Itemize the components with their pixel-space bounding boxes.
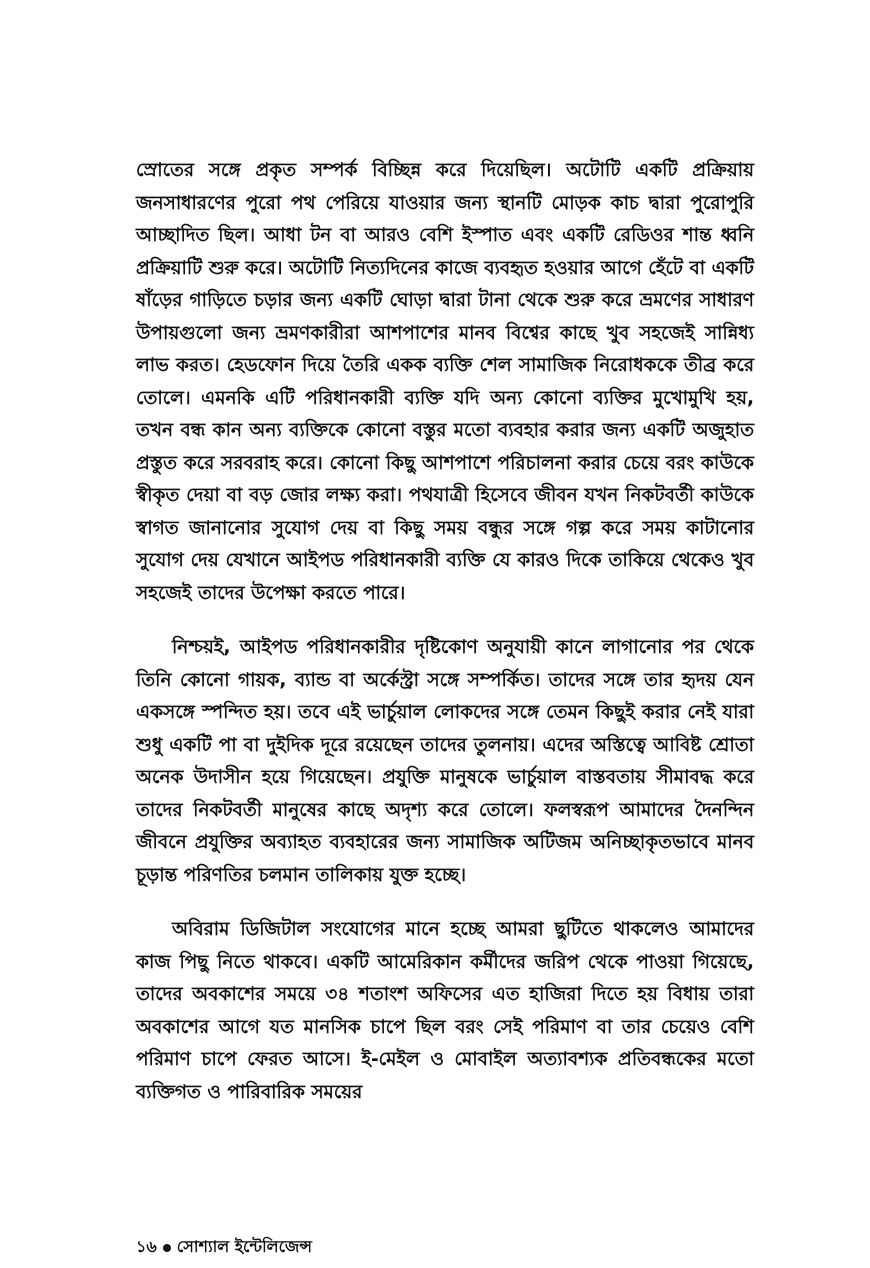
book-title: সোশ্যাল ইন্টেলিজেন্স: [176, 1237, 312, 1256]
page-number: ১৬: [136, 1237, 157, 1256]
paragraph-2: নিশ্চয়ই, আইপড পরিধানকারীর দৃষ্টিকোণ অনুযায়ী কানে লাগানোর পর থেকে তিনি কোনো গায়ক, ব্যান্ড বা অর্কেস্ট্রা সঙ্গে সম্পর্কিত। তাদের সঙ্গে তার হৃদয় যেন একসঙ্গে স্পন্দিত হয়। তবে এই ভার্চুয়াল লোকদের সঙ্গে তেমন কিছুই করার নেই যারা শুধু একটি পা বা দুইদিক দূরে রয়েছেন তাদের তুলনায়। এদের অস্তিত্বে আবিষ্ট শ্রোতা অনেক উদাসীন হয়ে গিয়েছেন। প্রযুক্তি মানুষকে ভার্চুয়াল বাস্তবতায় সীমাবদ্ধ করে তাদের নিকটবর্তী মানুষের কাছে অদৃশ্য করে তোলে। ফলস্বরূপ আমাদের দৈনন্দিন জীবনে প্রযুক্তির অব্যাহত ব্যবহারের জন্য সামাজিক অটিজম অনিচ্ছাকৃতভাবে মানব চূড়ান্ত পরিণতির চলমান তালিকায় যুক্ত হচ্ছে।: [136, 637, 754, 886]
body-text: [136, 155, 754, 1109]
paragraph-1: স্রোতের সঙ্গে প্রকৃত সম্পর্ক বিচ্ছিন্ন করে দিয়েছিল। অটোটি একটি প্রক্রিয়ায় জনসাধারণের পুরো পথ পেরিয়ে যাওয়ার জন্য স্থানটি মোড়ক কাচ দ্বারা পুরোপুরি আচ্ছাদিত ছিল। আধা টন বা আরও বেশি ইস্পাত এবং একটি রেডিওর শান্ত ধ্বনি প্রক্রিয়াটি শুরু করে। অটোটি নিত্যদিনের কাজে ব্যবহৃত হওয়ার আগে হেঁটে বা একটি ষাঁড়ের গাড়িতে চড়ার জন্য একটি ঘোড়া দ্বারা টানা থেকে শুরু করে ভ্রমণের সাধারণ উপায়গুলো জন্য ভ্রমণকারীরা আশপাশের মানব বিশ্বের কাছে খুব সহজেই সান্নিধ্য লাভ করত। হেডফোন দিয়ে তৈরি একক ব্যক্তি শেল সামাজিক নিরোধককে তীব্র করে তোলে। এমনকি এটি পরিধানকারী ব্যক্তি যদি অন্য কোনো ব্যক্তির মুখোমুখি হয়, তখন বন্ধ কান অন্য ব্যক্তিকে কোনো বস্তুর মতো ব্যবহার করার জন্য একটি অজুহাত প্রস্তুত করে সরবরাহ করে। কোনো কিছু আশপাশে পরিচালনা করার চেয়ে বরং কাউকে স্বীকৃত দেয়া বা বড় জোর লক্ষ্য করা। পথযাত্রী হিসেবে জীবন যখন নিকটবর্তী কাউকে স্বাগত জানানোর সুযোগ দেয় বা কিছু সময় বন্ধুর সঙ্গে গল্প করে সময় কাটানোর সুযোগ দেয় যেখানে আইপড পরিধানকারী ব্যক্তি যে কারও দিকে তাকিয়ে থেকেও খুব সহজেই তাদের উপেক্ষা করতে পারে।: [136, 160, 754, 604]
paragraph-3: অবিরাম ডিজিটাল সংযোগের মানে হচ্ছে আমরা ছুটিতে থাকলেও আমাদের কাজ পিছু নিতে থাকবে। একটি আমেরিকান কর্মীদের জরিপ থেকে পাওয়া গিয়েছে, তাদের অবকাশের সময়ে ৩৪ শতাংশ অফিসের এত হাজিরা দিতে হয় বিধায় তারা অবকাশের আগে যত মানসিক চাপে ছিল বরং সেই পরিমাণ বা তার চেয়েও বেশি পরিমাণ চাপে ফেরত আসে। ই-মেইল ও মোবাইল অত্যাবশ্যক প্রতিবন্ধকের মতো ব্যক্তিগত ও পারিবারিক সময়ের: [136, 919, 754, 1103]
bullet-separator-icon: [163, 1244, 171, 1252]
page-footer: [136, 1234, 312, 1261]
